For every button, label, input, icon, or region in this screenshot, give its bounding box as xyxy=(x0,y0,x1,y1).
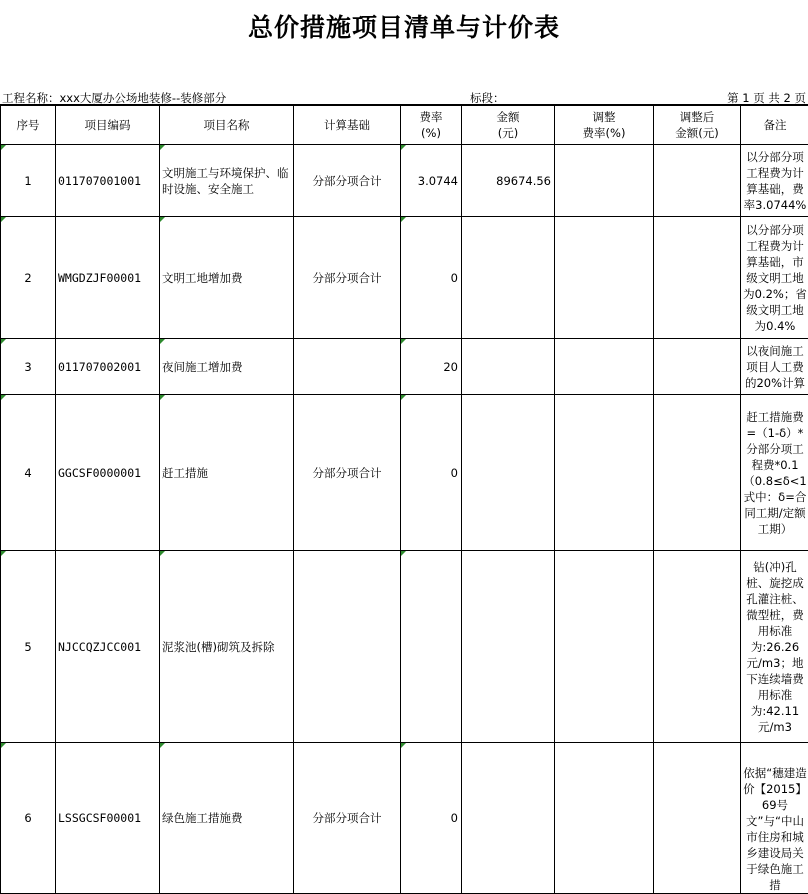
cell-adj-rate xyxy=(555,395,654,551)
cell-name: 赶工措施 xyxy=(160,395,294,551)
cell-note: 依据“穗建造价【2015】69号文”与“中山市住房和城乡建设局关于绿色施工措 xyxy=(741,743,808,894)
table-header-row xyxy=(1,106,808,145)
cell-adj-amount xyxy=(654,743,741,894)
cell-code: 011707002001 xyxy=(56,339,160,395)
table-row xyxy=(1,395,808,551)
cell-rate: 0 xyxy=(401,217,462,339)
col-header-adj-amount: 调整后 金额(元) xyxy=(654,106,741,145)
table-row xyxy=(1,551,808,743)
section-label: 标段： xyxy=(470,90,505,105)
col-header-no: 序号 xyxy=(1,106,56,145)
cell-no: 1 xyxy=(1,145,56,217)
cell-code: WMGDZJF00001 xyxy=(56,217,160,339)
cell-base xyxy=(294,339,401,395)
col-header-amount: 金额 (元) xyxy=(462,106,555,145)
cell-base: 分部分项合计 xyxy=(294,743,401,894)
cell-base xyxy=(294,551,401,743)
project-name-label: 工程名称： xyxy=(2,91,60,105)
cell-rate xyxy=(401,551,462,743)
cell-no: 6 xyxy=(1,743,56,894)
cell-rate: 3.0744 xyxy=(401,145,462,217)
cell-amount: 89674.56 xyxy=(462,145,555,217)
cell-name: 夜间施工增加费 xyxy=(160,339,294,395)
cell-base: 分部分项合计 xyxy=(294,145,401,217)
cell-note: 以分部分项工程费为计算基础，费率3.0744% xyxy=(741,145,808,217)
col-header-name: 项目名称 xyxy=(160,106,294,145)
page-info: 第 1 页 共 2 页 xyxy=(727,90,806,105)
cell-note: 以夜间施工项目人工费的20%计算 xyxy=(741,339,808,395)
cell-code: 011707001001 xyxy=(56,145,160,217)
col-header-adj-rate: 调整 费率(%) xyxy=(555,106,654,145)
cell-amount xyxy=(462,339,555,395)
cell-code: LSSGCSF00001 xyxy=(56,743,160,894)
cell-adj-amount xyxy=(654,145,741,217)
table-row xyxy=(1,217,808,339)
cell-name: 文明工地增加费 xyxy=(160,217,294,339)
col-header-base: 计算基础 xyxy=(294,106,401,145)
cell-adj-rate xyxy=(555,339,654,395)
col-header-note: 备注 xyxy=(741,106,808,145)
col-header-rate: 费率 (%) xyxy=(401,106,462,145)
project-name-value: xxx大厦办公场地装修--装修部分 xyxy=(60,91,227,105)
cell-rate: 0 xyxy=(401,743,462,894)
cell-base: 分部分项合计 xyxy=(294,217,401,339)
cell-name: 文明施工与环境保护、临时设施、安全施工 xyxy=(160,145,294,217)
project-name-line xyxy=(2,90,226,105)
cell-amount xyxy=(462,395,555,551)
cell-amount xyxy=(462,743,555,894)
cell-no: 4 xyxy=(1,395,56,551)
cell-adj-rate xyxy=(555,145,654,217)
cell-adj-rate xyxy=(555,743,654,894)
measures-table xyxy=(0,105,808,894)
cell-name: 绿色施工措施费 xyxy=(160,743,294,894)
cell-adj-amount xyxy=(654,217,741,339)
cell-name: 泥浆池(槽)砌筑及拆除 xyxy=(160,551,294,743)
cell-note: 以分部分项工程费为计算基础，市级文明工地为0.2%；省级文明工地为0.4% xyxy=(741,217,808,339)
table-row xyxy=(1,339,808,395)
cell-rate: 20 xyxy=(401,339,462,395)
cell-no: 3 xyxy=(1,339,56,395)
cell-code: GGCSF0000001 xyxy=(56,395,160,551)
page-title: 总价措施项目清单与计价表 xyxy=(0,8,808,44)
cell-code: NJCCQZJCC001 xyxy=(56,551,160,743)
col-header-code: 项目编码 xyxy=(56,106,160,145)
cell-amount xyxy=(462,551,555,743)
table-row xyxy=(1,743,808,894)
cell-no: 5 xyxy=(1,551,56,743)
cell-note: 钻(冲)孔桩、旋挖成孔灌注桩、微型桩，费用标准为:26.26元/m3；地下连续墙费用标准为:42.11元/m3 xyxy=(741,551,808,743)
cell-rate: 0 xyxy=(401,395,462,551)
cell-adj-amount xyxy=(654,395,741,551)
cell-adj-amount xyxy=(654,339,741,395)
table-row xyxy=(1,145,808,217)
cell-adj-rate xyxy=(555,217,654,339)
cell-amount xyxy=(462,217,555,339)
cell-base: 分部分项合计 xyxy=(294,395,401,551)
cell-no: 2 xyxy=(1,217,56,339)
cell-adj-amount xyxy=(654,551,741,743)
cell-adj-rate xyxy=(555,551,654,743)
cell-note: 赶工措施费=（1-δ）*分部分项工程费*0.1 （0.8≤δ<1 式中：δ=合同工期/定额工期） xyxy=(741,395,808,551)
